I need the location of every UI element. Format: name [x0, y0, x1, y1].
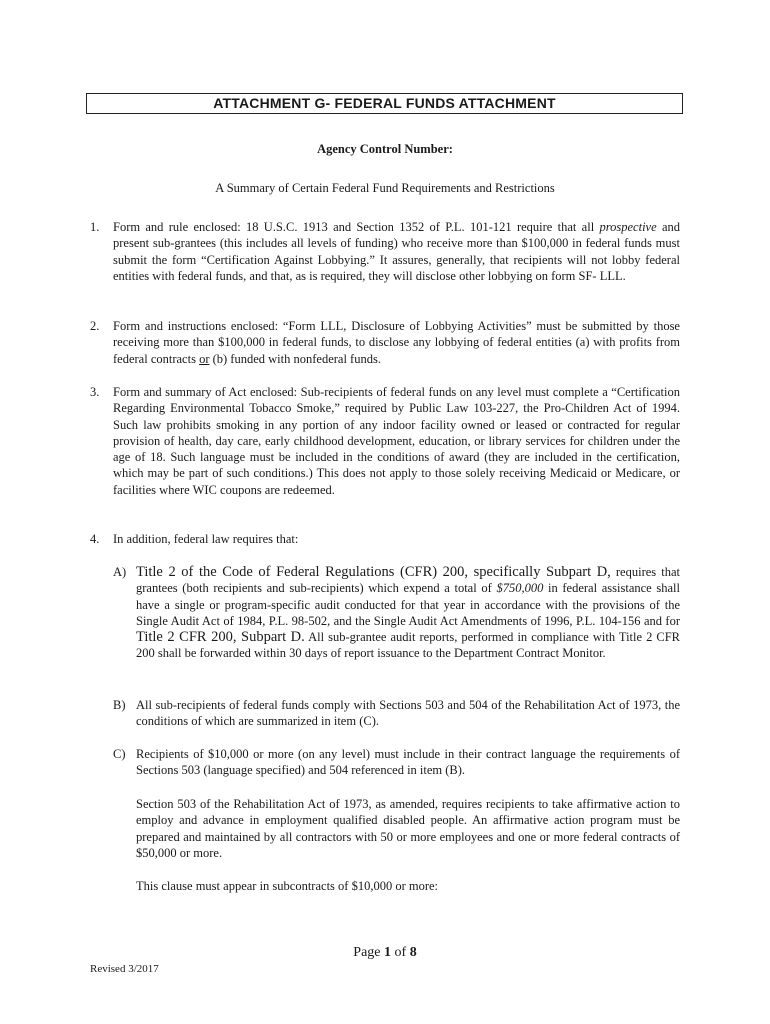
- list-item: [90, 219, 680, 284]
- subitem-a: [113, 564, 680, 662]
- subitem-b: [113, 697, 680, 730]
- subitem-text: Title 2 of the Code of Federal Regulations (CFR) 200, specifically Subpart D, requires that grantees (both recipients and sub-recipients) which expend a total of $750,000 in federal assistance shall have a single or program-specific audit conducted for that year in accordance with the provisions of the Single Audit Act of 1984, P.L. 98-502, and the Single Audit Act Amendments of 1996, P.L. 104-156 and for Title 2 CFR 200, Subpart D. All sub-grantee audit reports, performed in compliance with Title 2 CFR 200 shall be forwarded within 30 days of report issuance to the Department Contract Monitor.: [136, 564, 680, 661]
- section-503-paragraph: Section 503 of the Rehabilitation Act of 1973, as amended, requires recipients to take affirmative action to employ and advance in employment qualified disabled people. An affirmative action program must be prepared and maintained by all contractors with 50 or more employees and one or more federal contracts of $50,000 or more.: [136, 797, 680, 860]
- underlined-or: or: [199, 351, 210, 366]
- item-text: In addition, federal law requires that:: [113, 532, 299, 546]
- agency-control-number-label: Agency Control Number:: [317, 142, 453, 156]
- list-item: [90, 318, 680, 367]
- item-number: 1.: [90, 220, 100, 234]
- item-text: Form and summary of Act enclosed: Sub-recipients of federal funds on any level must complete a “Certification Regarding Environmental Tobacco Smoke,” required by Public Law 103-227, the Pro-Children Act of 1994. Such law prohibits smoking in any portion of any indoor facility owned or leased or contracted for regular provision of health, day care, early childhood development, education, or library services for children under the age of 18. Such language must be included in the conditions of award (they are included in the certification, which may be part of such conditions.) This does not apply to those solely receiving Medicaid or Medicare, or facilities where WIC coupons are redeemed.: [113, 385, 680, 497]
- item-text: Form and rule enclosed: 18 U.S.C. 1913 and Section 1352 of P.L. 101-121 require that all prospective and present sub-grantees (this includes all levels of funding) who receive more than $100,000 in federal funds must submit the form “Certification Against Lobbying.” It assures, generally, that recipients will not lobby federal entities with federal funds, and that, as is required, they will disclose other lobbying on form SF- LLL.: [113, 220, 680, 283]
- item-number: 2.: [90, 319, 100, 333]
- summary-heading: A Summary of Certain Federal Fund Requirements and Restrictions: [215, 181, 555, 195]
- subitem-letter: A): [113, 565, 127, 579]
- item-number: 3.: [90, 385, 100, 399]
- subitem-text: Recipients of $10,000 or more (on any level) must include in their contract language the requirements of Sections 503 (language specified) and 504 referenced in item (B).: [136, 747, 680, 778]
- list-item: [90, 531, 680, 547]
- emphasis-amount: $750,000: [496, 581, 544, 596]
- page-title: ATTACHMENT G- FEDERAL FUNDS ATTACHMENT: [86, 93, 683, 114]
- clause-paragraph: This clause must appear in subcontracts of $10,000 or more:: [136, 879, 439, 893]
- revision-date: Revised 3/2017: [90, 963, 159, 975]
- subitem-c: [113, 746, 680, 779]
- item-text: Form and instructions enclosed: “Form LLL, Disclosure of Lobbying Activities” must be submitted by those receiving more than $100,000 in federal funds, to disclose any lobbying of federal entities (a) with profits from federal contracts or (b) funded with nonfederal funds.: [113, 319, 680, 366]
- subitem-letter: C): [113, 747, 126, 761]
- page-number: Page 1 of 8: [353, 945, 417, 960]
- subitem-text: All sub-recipients of federal funds comply with Sections 503 and 504 of the Rehabilitation Act of 1973, the conditions of which are summarized in item (C).: [136, 698, 680, 729]
- list-item: [90, 384, 680, 498]
- item-number: 4.: [90, 532, 100, 546]
- subitem-letter: B): [113, 698, 126, 712]
- emphasis-prospective: prospective: [599, 220, 657, 234]
